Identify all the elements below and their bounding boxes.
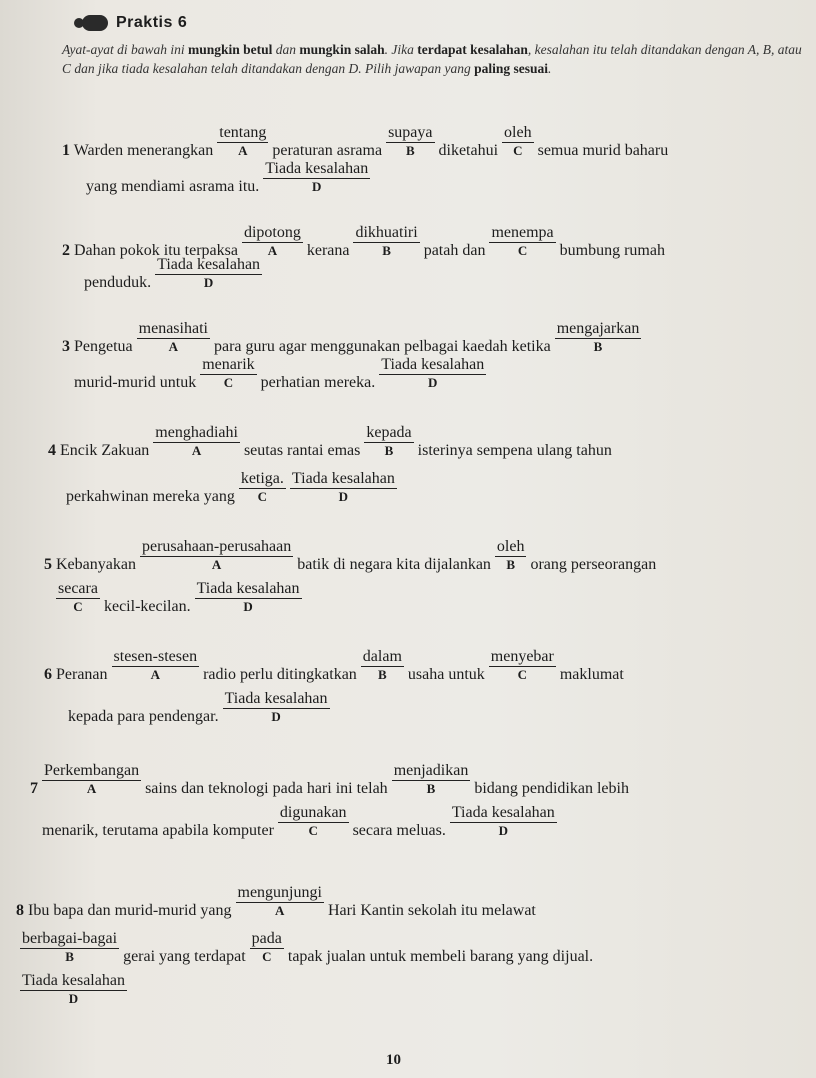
instr-text: , kesalahan itu telah ditandakan dengan A, B, atau C dan jika tiada kesalahan telah ditandakan dengan D. Pilih jawapan yang: [62, 42, 802, 76]
question-4-line-1: [48, 424, 612, 460]
question-text: Encik Zakuan: [60, 442, 150, 459]
option-d[interactable]: Tiada kesalahan D: [224, 690, 328, 724]
option-c[interactable]: menarik C: [202, 356, 255, 390]
question-text: seutas rantai emas: [243, 442, 361, 459]
option-d[interactable]: Tiada kesalahan D: [196, 580, 300, 614]
option-b[interactable]: dalam B: [362, 648, 402, 682]
question-text: patah dan: [423, 242, 486, 259]
question-number: 1: [62, 142, 70, 159]
question-6-line-1: [44, 648, 624, 684]
section-title: Praktis 6: [116, 14, 188, 31]
option-b[interactable]: kepada B: [366, 424, 412, 458]
question-text: secara meluas.: [352, 822, 446, 839]
question-text: perhatian mereka.: [260, 374, 376, 391]
question-text: Hari Kantin sekolah itu melawat: [327, 902, 536, 919]
option-b[interactable]: berbagai-bagai B: [22, 930, 118, 964]
question-number: 4: [48, 442, 56, 459]
option-a[interactable]: mengunjungi A: [237, 884, 322, 918]
question-text: sains dan teknologi pada hari ini telah: [145, 780, 388, 797]
option-b[interactable]: menjadikan B: [393, 762, 469, 796]
option-c[interactable]: menempa C: [491, 224, 554, 258]
option-a[interactable]: stesen-stesen A: [113, 648, 198, 682]
question-text: radio perlu ditingkatkan: [203, 666, 357, 683]
question-text: Ibu bapa dan murid-murid yang: [28, 902, 232, 919]
question-4-line-2: [66, 470, 397, 506]
question-text: Warden menerangkan: [73, 142, 214, 159]
option-d[interactable]: Tiada kesalahan D: [265, 160, 369, 194]
question-8-line-1: [16, 884, 536, 920]
question-text: orang perseorangan: [530, 556, 657, 573]
option-d[interactable]: Tiada kesalahan D: [291, 470, 395, 504]
option-c[interactable]: pada C: [251, 930, 282, 964]
instr-bold: mungkin salah: [299, 42, 385, 57]
question-text: kecil-kecilan.: [103, 598, 191, 615]
question-text: gerai yang terdapat: [123, 948, 246, 965]
question-text: semua murid baharu: [537, 142, 669, 159]
question-text: peraturan asrama: [272, 142, 383, 159]
question-2-line-2: [84, 256, 262, 292]
question-text: perkahwinan mereka yang: [66, 488, 235, 505]
option-a[interactable]: menghadiahi A: [155, 424, 238, 458]
question-text: yang mendiami asrama itu.: [86, 178, 260, 195]
option-d[interactable]: Tiada kesalahan D: [22, 972, 125, 1006]
question-number: 3: [62, 338, 70, 355]
question-5-line-1: [44, 538, 656, 574]
question-text: penduduk.: [84, 274, 152, 291]
question-number: 6: [44, 666, 52, 683]
question-number: 5: [44, 556, 52, 573]
arrow-badge-icon: [82, 15, 108, 31]
question-text: diketahui: [438, 142, 499, 159]
instructions: [62, 40, 802, 78]
question-text: murid-murid untuk: [74, 374, 197, 391]
option-b[interactable]: supaya B: [388, 124, 433, 158]
instr-bold: paling sesuai: [474, 61, 548, 76]
question-text: isterinya sempena ulang tahun: [417, 442, 612, 459]
instr-bold: terdapat kesalahan: [417, 42, 528, 57]
question-text: menarik, terutama apabila komputer: [42, 822, 274, 839]
question-5-line-2: [56, 580, 302, 616]
question-7-line-1: [30, 762, 629, 798]
option-a[interactable]: tentang A: [219, 124, 267, 158]
option-d[interactable]: Tiada kesalahan D: [381, 356, 485, 390]
question-8-line-3: [20, 972, 127, 1008]
question-text: usaha untuk: [407, 666, 485, 683]
option-c[interactable]: secara C: [58, 580, 98, 614]
question-text: maklumat: [559, 666, 624, 683]
option-a[interactable]: Perkembangan A: [44, 762, 140, 796]
question-number: 2: [62, 242, 70, 259]
option-c[interactable]: ketiga. C: [240, 470, 284, 504]
question-text: Kebanyakan: [56, 556, 136, 573]
question-6-line-2: [68, 690, 330, 726]
question-text: Peranan: [56, 666, 108, 683]
page-number: 10: [386, 1052, 401, 1068]
question-2-line-1: [62, 224, 665, 260]
instr-bold: mungkin betul: [188, 42, 273, 57]
question-3-line-1: [62, 320, 641, 356]
option-d[interactable]: Tiada kesalahan D: [157, 256, 261, 290]
question-text: tapak jualan untuk membeli barang yang dijual.: [287, 948, 594, 965]
option-c[interactable]: oleh C: [504, 124, 532, 158]
instr-text: Ayat-ayat di bawah ini: [62, 42, 188, 57]
option-a[interactable]: dipotong A: [243, 224, 301, 258]
question-text: batik di negara kita dijalankan: [297, 556, 491, 573]
section-header: [82, 14, 187, 32]
question-text: Dahan pokok itu terpaksa: [74, 242, 238, 259]
question-text: bidang pendidikan lebih: [474, 780, 629, 797]
option-c[interactable]: digunakan C: [279, 804, 347, 838]
option-b[interactable]: dikhuatiri B: [355, 224, 418, 258]
question-text: Pengetua: [74, 338, 133, 355]
option-b[interactable]: oleh B: [496, 538, 525, 572]
question-3-line-2: [74, 356, 486, 392]
question-1-line-1: [62, 124, 668, 160]
question-text: kepada para pendengar.: [68, 708, 219, 725]
question-1-line-2: [86, 160, 370, 196]
question-text: para guru agar menggunakan pelbagai kaedah ketika: [213, 338, 551, 355]
instr-text: . Jika: [384, 42, 418, 57]
question-number: 8: [16, 902, 24, 919]
question-text: bumbung rumah: [559, 242, 665, 259]
option-c[interactable]: menyebar C: [490, 648, 554, 682]
question-text: kerana: [306, 242, 350, 259]
option-a[interactable]: perusahaan-perusahaan A: [141, 538, 292, 572]
question-8-line-2: [20, 930, 593, 966]
instr-text: .: [548, 61, 552, 76]
option-b[interactable]: mengajarkan B: [556, 320, 640, 354]
question-number: 7: [30, 780, 38, 797]
instr-text: dan: [272, 42, 300, 57]
question-7-line-2: [42, 804, 557, 840]
option-a[interactable]: menasihati A: [138, 320, 208, 354]
option-d[interactable]: Tiada kesalahan D: [451, 804, 555, 838]
